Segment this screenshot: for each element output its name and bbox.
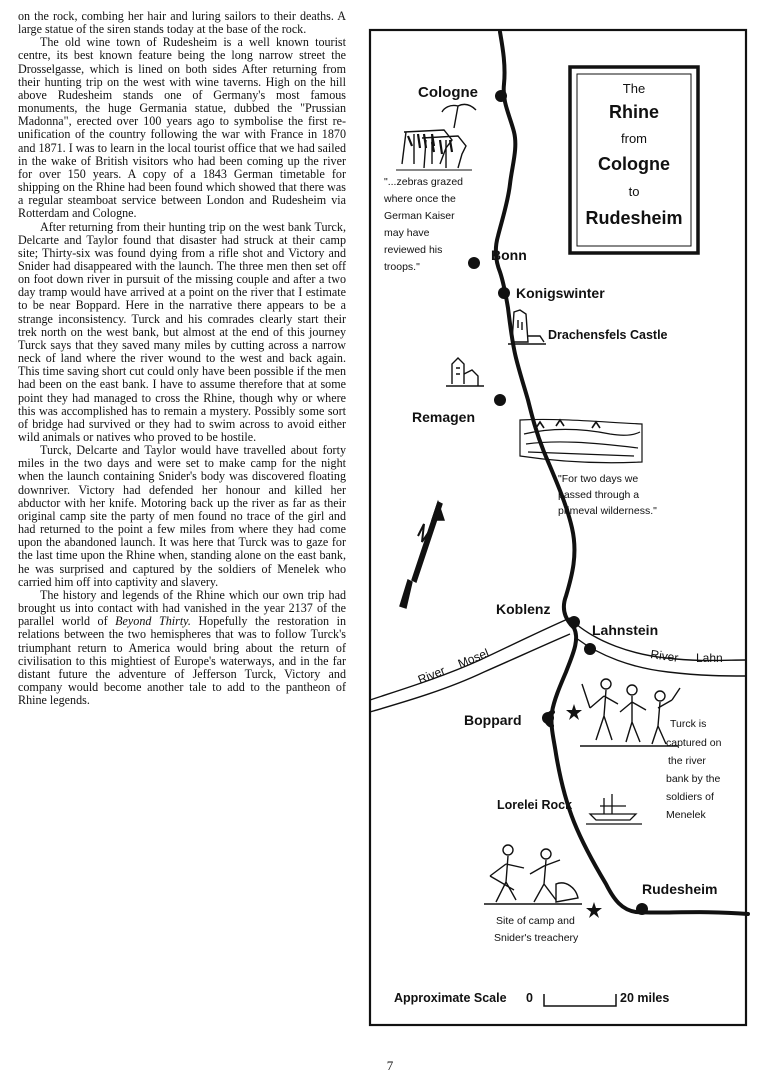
last-paragraph-start: The history and legends of the Rhine which our own trip had brought us into contact with had vanished in the year 2137 of the parallel world of xyxy=(18,587,346,629)
svg-text:where once the: where once the xyxy=(384,193,456,205)
bridge-ruin-illustration xyxy=(446,358,484,386)
paragraph: After returning from their hunting trip on the west bank Turck, Delcarte and Taylor found that disaster had struck at their camp site; Thirty-six was found dying from a rifle shot and Victory and Snider had disappeared with the launch. The three men then set off on foot down river in pursuit of the missing couple and after a two day tramp would have arrived at a point on the river that I estimate to be near Boppard. Here in the narrative there appears to be a strange inconsistency. Turck and his comrades clearly start their trek north on the west bank, but almost at the end of this journey Turck says that they saved many miles by cutting across a narrow neck of land where the river wound to the west and back again. This time saving short cut could only have been possible if the men had been on the east bank. I have to assume therefore that at some point they had managed to cross the Rhine, though why or where this was accomplished has to remain a mystery. Possibly some sort of bridge had survived or they had to swim across to avoid either wild animals or natives who proved to be hostile. xyxy=(18,219,346,444)
svg-text:primeval wilderness.": primeval wilderness." xyxy=(558,505,657,517)
paragraph-last xyxy=(18,589,346,707)
cologne-dot xyxy=(495,90,507,102)
lorelei-label: Lorelei Rock xyxy=(497,798,573,812)
page-number: 7 xyxy=(386,1058,394,1073)
paragraph: Turck, Delcarte and Taylor would have travelled about forty miles in the two days and were set to make camp for the night when the launch containing Snider's body was discovered floating downriver. Victory had defended her honour and killed her abductor with her knife. Motoring back up the river as far as their original camp site the party of men found no trace of the girl and had returned to the point a few miles from where they had come upon the abandoned launch. It was here that Turck was to gaze for the last time upon the Rhine when, standing alone on the east bank, he was surprised and captured by the soldiers of Menelek who carried him off into captivity and slavery. xyxy=(18,443,346,589)
steamboat-illustration xyxy=(586,794,642,824)
svg-text:reviewed his: reviewed his xyxy=(384,244,443,256)
map-title-line: from xyxy=(621,131,647,146)
konigswinter-dot xyxy=(498,287,510,299)
svg-text:"...zebras grazed: "...zebras grazed xyxy=(384,176,464,188)
svg-text:soldiers of: soldiers of xyxy=(666,791,714,803)
map-title-line: Rudesheim xyxy=(585,208,683,228)
star-marker-icon xyxy=(586,902,602,918)
scale-zero: 0 xyxy=(526,991,533,1005)
rudesheim-dot xyxy=(636,903,648,915)
svg-text:Snider's treachery: Snider's treachery xyxy=(494,932,579,944)
mosel-label-word: Mosel xyxy=(455,645,491,671)
star-marker-icon xyxy=(566,704,582,720)
last-paragraph-end: Hopefully the restoration in relations between the two hemispheres that was to follow Turck's triumphant return to America would bring about the return of civilisation to this mightiest of Europe's waterways, and in the far distant future the adventure of Jefferson Turck, Victory and company would become another tale to add to the pantheon of Rhine legends. xyxy=(18,614,346,708)
north-arrow-icon xyxy=(400,502,444,608)
koblenz-dot xyxy=(568,616,580,628)
lahnstein-dot xyxy=(584,643,596,655)
svg-text:the river: the river xyxy=(668,755,706,767)
map-title-line: The xyxy=(622,81,646,96)
boppard-dot xyxy=(542,712,554,724)
konigswinter-label: Konigswinter xyxy=(516,285,605,301)
svg-text:passed through a: passed through a xyxy=(558,489,640,501)
svg-text:captured on: captured on xyxy=(666,737,722,749)
map-title-line: to xyxy=(628,184,640,199)
rudesheim-label: Rudesheim xyxy=(642,881,718,897)
camp-illustration xyxy=(484,845,582,904)
map-title-line: Cologne xyxy=(598,154,670,174)
drachenfels-label: Drachensfels Castle xyxy=(548,328,668,342)
mosel-label-word: River xyxy=(415,663,448,687)
boppard-label: Boppard xyxy=(464,712,522,728)
zebras-illustration xyxy=(396,104,476,170)
remagen-dot xyxy=(494,394,506,406)
capture-caption xyxy=(666,718,722,821)
map-title-line: Rhine xyxy=(608,102,660,122)
bonn-dot xyxy=(468,257,480,269)
svg-text:may have: may have xyxy=(384,227,430,239)
svg-text:Menelek: Menelek xyxy=(666,809,706,821)
scale-bar xyxy=(394,991,669,1006)
cologne-label: Cologne xyxy=(418,84,478,101)
zebras-caption xyxy=(383,176,463,273)
capture-illustration xyxy=(580,679,680,746)
koblenz-label: Koblenz xyxy=(496,601,551,617)
wilderness-caption xyxy=(558,473,657,517)
lahn-label-word: River xyxy=(649,647,680,665)
map-title-box xyxy=(570,67,698,253)
remagen-label: Remagen xyxy=(412,409,476,425)
scale-label: Approximate Scale xyxy=(394,991,507,1005)
svg-text:German Kaiser: German Kaiser xyxy=(384,210,455,222)
lahn-label-word: Lahn xyxy=(696,651,723,665)
svg-text:troops.": troops." xyxy=(384,261,420,273)
lahnstein-label: Lahnstein xyxy=(592,622,659,638)
paragraph: The old wine town of Rudesheim is a well known tourist centre, its best known feature being the long narrow street the Drosselgasse, which is lined on both sides After returning from their hunting trip on the west with wine taverns. High on the hill above Rudesheim stands one of Germany's most famous monuments, the huge Germania statue, dubbed the "Prussian Madonna", erected over 100 years ago to symbolise the first re-unification of the country following the war with France in 1870 and 1871. I was to learn in the local tourist office that we had sailed in the wake of British visitors who had been coming up the river for over 150 years. A copy of a 1843 German timetable for shipping on the Rhine had been found which showed that there was a regular steamboat service between London and Rudesheim via Rotterdam and Cologne. xyxy=(18,35,346,221)
scale-end: 20 miles xyxy=(620,991,670,1005)
svg-text:bank by the: bank by the xyxy=(666,773,721,785)
rhine-map xyxy=(360,24,756,1030)
svg-text:Site of camp and: Site of camp and xyxy=(496,915,575,927)
mosel-river-line xyxy=(370,634,570,712)
article-text xyxy=(18,10,346,707)
paragraph: on the rock, combing her hair and luring sailors to their deaths. A large statue of the siren stands today at the base of the rock. xyxy=(18,9,346,37)
camp-caption xyxy=(494,915,579,944)
svg-text:Turck is: Turck is xyxy=(670,718,707,730)
book-title: Beyond Thirty. xyxy=(115,614,191,629)
svg-text:"For two days we: "For two days we xyxy=(558,473,639,485)
bonn-label: Bonn xyxy=(491,247,527,263)
